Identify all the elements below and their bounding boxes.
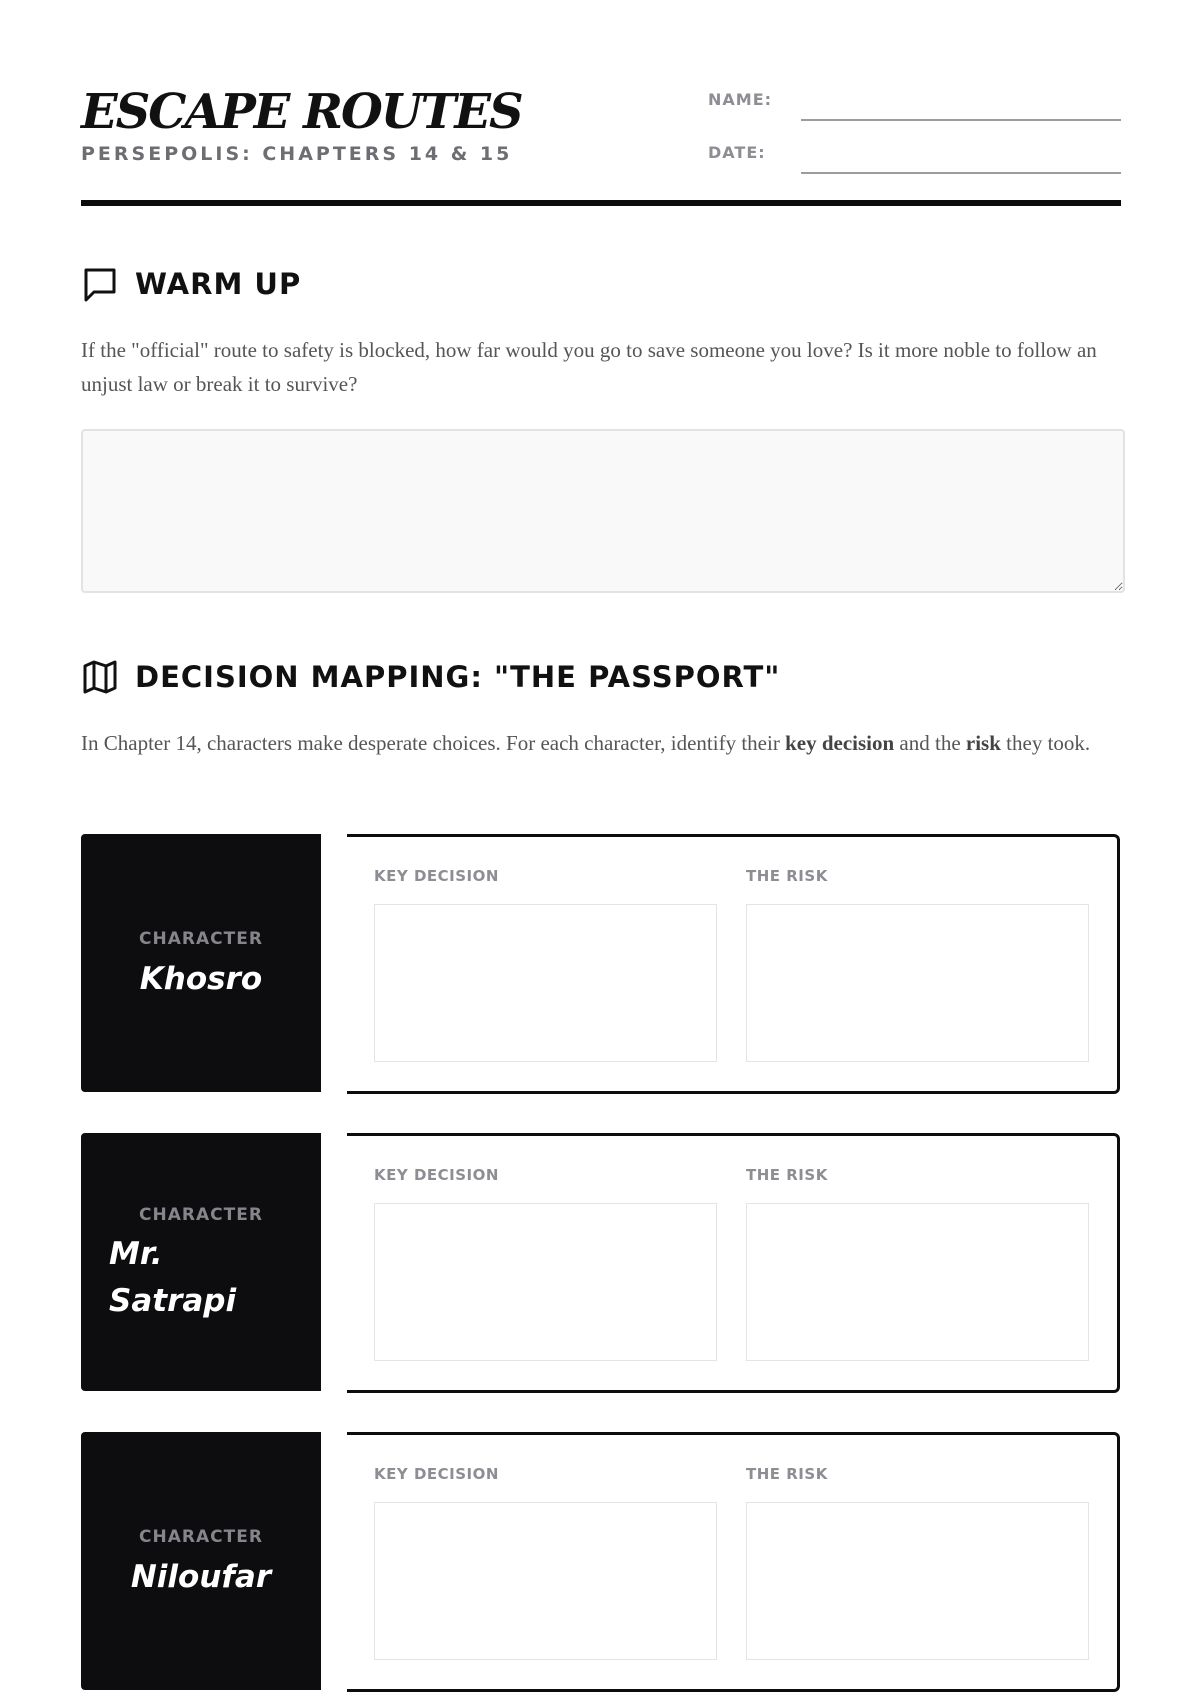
- key-decision-box[interactable]: [374, 904, 717, 1062]
- intro-risk: risk: [965, 731, 1001, 755]
- character-card: [81, 1432, 321, 1690]
- character-row-khosro: [81, 834, 1121, 1092]
- risk-box[interactable]: [746, 1203, 1089, 1361]
- decision-panel: [347, 834, 1120, 1094]
- risk-label: THE RISK: [746, 867, 828, 885]
- decision-panel: [347, 1133, 1120, 1393]
- mapping-intro: [81, 726, 1121, 760]
- character-card: [81, 834, 321, 1092]
- intro-text: and the: [894, 731, 966, 755]
- warmup-heading: WARM UP: [135, 267, 302, 301]
- warmup-section-heading: [81, 264, 301, 304]
- key-decision-box[interactable]: [374, 1203, 717, 1361]
- character-row-mr-satrapi: [81, 1133, 1121, 1391]
- worksheet-title: ESCAPE ROUTES: [81, 84, 522, 140]
- risk-label: THE RISK: [746, 1465, 828, 1483]
- speech-bubble-icon: [81, 264, 121, 304]
- worksheet-header: [81, 0, 1121, 207]
- intro-text: they took.: [1000, 731, 1091, 755]
- risk-box[interactable]: [746, 1502, 1089, 1660]
- key-decision-label: KEY DECISION: [374, 867, 499, 885]
- risk-box[interactable]: [746, 904, 1089, 1062]
- character-name: Khosro: [139, 961, 263, 997]
- worksheet-page: [81, 0, 1121, 1595]
- risk-label: THE RISK: [746, 1166, 828, 1184]
- intro-text: In Chapter 14, characters make desperate choices. For each character, identify their: [81, 731, 786, 755]
- character-card: [81, 1133, 321, 1391]
- name-label: NAME:: [708, 90, 773, 109]
- mapping-heading: DECISION MAPPING: "THE PASSPORT": [135, 660, 781, 694]
- date-label: DATE:: [708, 143, 766, 162]
- character-label: CHARACTER: [139, 1205, 263, 1225]
- key-decision-label: KEY DECISION: [374, 1166, 499, 1184]
- intro-key-decision: key decision: [785, 731, 895, 755]
- warmup-answer-box[interactable]: [81, 429, 1125, 593]
- character-row-niloufar: [81, 1432, 1121, 1690]
- worksheet-subtitle: PERSEPOLIS: CHAPTERS 14 & 15: [81, 143, 513, 165]
- character-label: CHARACTER: [139, 1527, 263, 1547]
- character-name-line2: Satrapi: [109, 1283, 237, 1319]
- map-icon: [81, 657, 121, 697]
- mapping-section-heading: [81, 657, 780, 697]
- character-label: CHARACTER: [139, 929, 263, 949]
- header-divider: [81, 200, 1121, 206]
- character-name-line1: Mr.: [109, 1236, 163, 1272]
- character-name: Niloufar: [130, 1559, 272, 1595]
- key-decision-label: KEY DECISION: [374, 1465, 499, 1483]
- key-decision-box[interactable]: [374, 1502, 717, 1660]
- decision-panel: [347, 1432, 1120, 1692]
- date-field[interactable]: [801, 150, 1121, 174]
- name-field[interactable]: [801, 97, 1121, 121]
- warmup-prompt: If the "official" route to safety is blocked, how far would you go to save someone you love? Is it more noble to follow an unjust law or break it to survive?: [81, 338, 1097, 396]
